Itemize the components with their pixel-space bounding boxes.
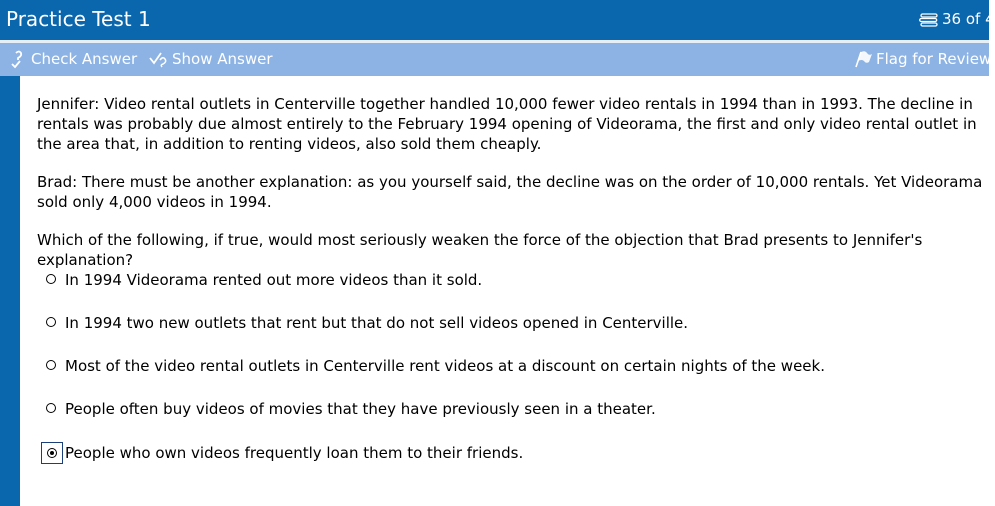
toolbar — [0, 43, 992, 76]
check-answer-label: Check Answer — [31, 50, 138, 68]
passage-brad: Brad: There must be another explanation: as you yourself said, the decline was on the order of 10,000 rentals. Yet Videorama sold only 4,000 videos in 1994. — [37, 173, 983, 211]
radio-button[interactable] — [46, 274, 56, 284]
answer-choice-b[interactable] — [41, 312, 688, 336]
check-answer-icon — [10, 50, 28, 68]
answer-choice-a[interactable] — [41, 269, 482, 293]
question-content — [37, 94, 987, 288]
flag-icon — [853, 50, 873, 68]
question-counter[interactable] — [919, 10, 995, 28]
left-rail — [0, 76, 20, 506]
answer-choice-label: People who own videos frequently loan them to their friends. — [65, 444, 524, 462]
radio-button-selected[interactable] — [47, 448, 57, 458]
answer-choice-e[interactable] — [41, 442, 523, 466]
answer-choice-c[interactable] — [41, 355, 825, 379]
answer-choice-d[interactable] — [41, 398, 656, 422]
answer-choice-label: People often buy videos of movies that they have previously seen in a theater. — [65, 400, 656, 418]
check-answer-button[interactable] — [10, 50, 137, 68]
passage-jennifer: Jennifer: Video rental outlets in Centerville together handled 10,000 fewer video rentals in 1994 than in 1993. The decline in rentals was probably due almost entirely to the February 1994 opening of Videorama, the first and only video rental outlet in the area that, in addition to renting videos, also sold them cheaply. — [37, 95, 977, 153]
flag-for-review-label: Flag for Review — [876, 50, 992, 68]
answer-choice-label: Most of the video rental outlets in Centerville rent videos at a discount on certain nights of the week. — [65, 357, 825, 375]
question-counter-text: 36 of 4 — [942, 10, 995, 28]
show-answer-button[interactable] — [149, 50, 273, 68]
answer-choice-label: In 1994 two new outlets that rent but that do not sell videos opened in Centerville. — [65, 314, 689, 332]
flag-for-review-button[interactable] — [853, 50, 991, 68]
radio-button[interactable] — [46, 360, 56, 370]
test-title: Practice Test 1 — [6, 7, 151, 31]
navigator-icon — [919, 13, 939, 27]
show-answer-label: Show Answer — [172, 50, 273, 68]
focus-outline — [41, 442, 63, 464]
title-bar — [0, 0, 995, 40]
radio-button[interactable] — [46, 317, 56, 327]
show-answer-icon — [149, 50, 169, 68]
answer-choice-label: In 1994 Videorama rented out more videos than it sold. — [65, 271, 483, 289]
question-stem: Which of the following, if true, would most seriously weaken the force of the objection that Brad presents to Jennifer's explanation? — [37, 231, 923, 269]
radio-button[interactable] — [46, 403, 56, 413]
